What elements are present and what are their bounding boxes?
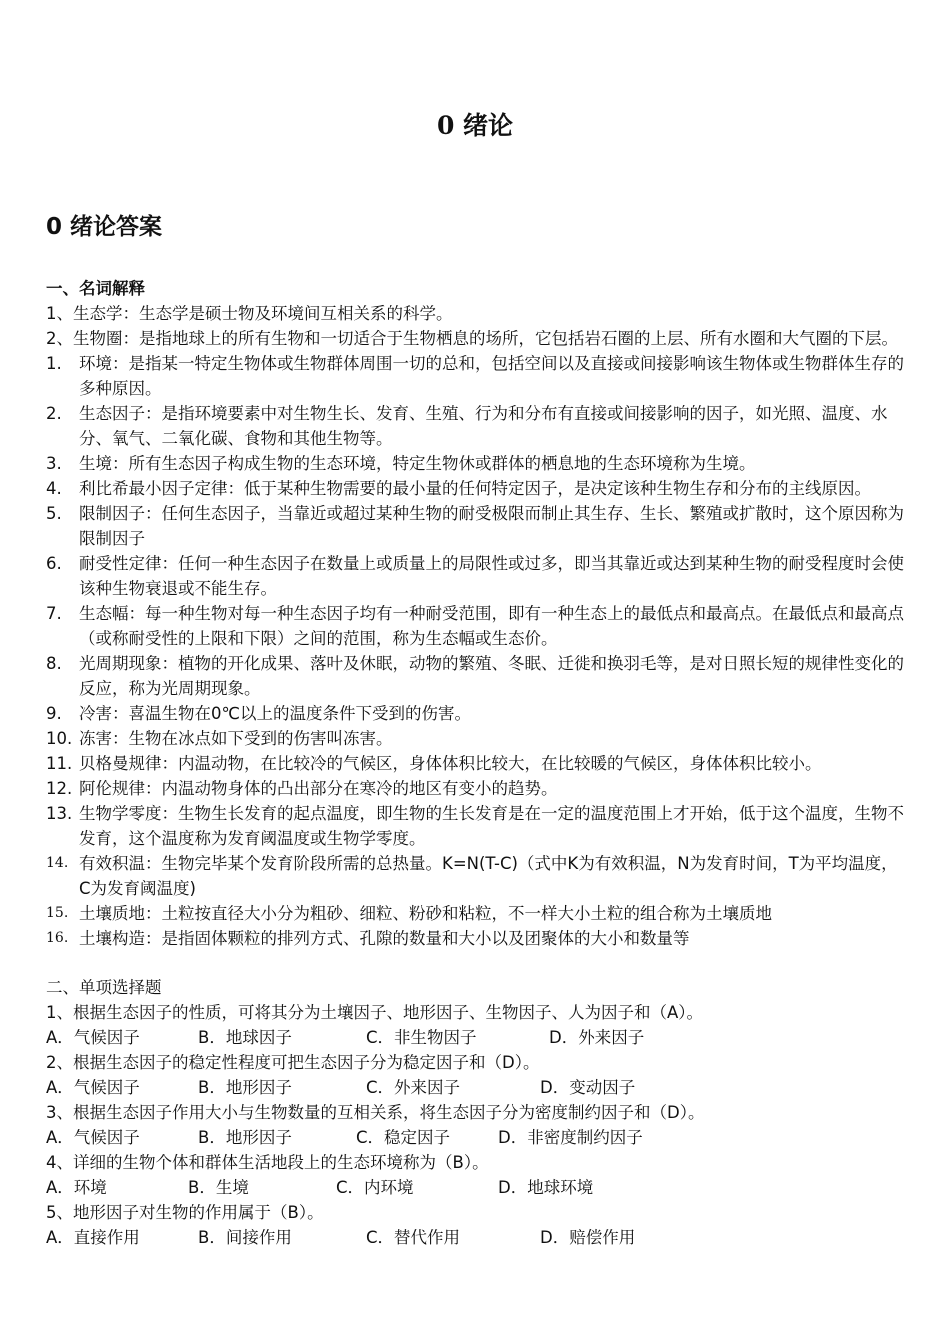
question-text: 5、地形因子对生物的作用属于（B）。 [46, 1203, 324, 1222]
option-c: C．外来因子 [366, 1078, 461, 1097]
item-number: 9. [46, 704, 62, 723]
option-d: D．非密度制约因子 [498, 1128, 643, 1147]
item-text: 生态因子：是指环境要素中对生物生长、发育、生殖、行为和分布有直接或间接影响的因子，如光照、温度、水分、氧气、二氧化碳、食物和其他生物等。 [79, 404, 888, 448]
term-item [46, 726, 908, 751]
item-number: 7. [46, 604, 62, 623]
item-number: 1. [46, 354, 62, 373]
option-c: C．内环境 [336, 1178, 414, 1197]
item-number: 6. [46, 554, 62, 573]
item-text: 土壤构造：是指固体颗粒的排列方式、孔隙的数量和大小以及团聚体的大小和数量等 [79, 929, 690, 948]
item-number: 14. [46, 855, 69, 871]
term-item [46, 851, 908, 901]
question-options [46, 1225, 908, 1250]
item-text: 光周期现象：植物的开化成果、落叶及休眠，动物的繁殖、冬眠、迁徙和换羽毛等，是对日照长短的规律性变化的反应，称为光周期现象。 [79, 654, 904, 698]
question-options [46, 1125, 908, 1150]
item-text: 生态幅：每一种生物对每一种生态因子均有一种耐受范围，即有一种生态上的最低点和最高点。在最低点和最高点（或称耐受性的上限和下限）之间的范围，称为生态幅或生态价。 [79, 604, 904, 648]
term-item [46, 701, 908, 726]
part2-heading: 二、单项选择题 [46, 978, 162, 997]
option-a: A．直接作用 [46, 1228, 140, 1247]
option-a: A．气候因子 [46, 1028, 140, 1047]
question-text: 3、根据生态因子作用大小与生物数量的互相关系，将生态因子分为密度制约因子和（D）。 [46, 1103, 705, 1122]
option-a: A．气候因子 [46, 1128, 140, 1147]
term-item [46, 651, 908, 701]
item-number: 2、 [46, 329, 73, 348]
item-number: 2. [46, 404, 62, 423]
term-item [46, 451, 908, 476]
term-item [46, 776, 908, 801]
option-c: C．稳定因子 [356, 1128, 451, 1147]
item-text: 生境：所有生态因子构成生物的生态环境，特定生物休或群体的栖息地的生态环境称为生境。 [79, 454, 756, 473]
item-text: 生物学零度：生物生长发育的起点温度，即生物的生长发育是在一定的温度范围上才开始，低于这个温度，生物不发育，这个温度称为发育阈温度或生物学零度。 [79, 804, 904, 848]
item-number: 5. [46, 504, 62, 523]
question-options [46, 1175, 908, 1200]
question-options [46, 1025, 908, 1050]
term-item [46, 501, 908, 551]
option-c: C．替代作用 [366, 1228, 461, 1247]
item-text: 冻害：生物在冰点如下受到的伤害叫冻害。 [79, 729, 393, 748]
item-text: 贝格曼规律：内温动物，在比较冷的气候区，身体体积比较大，在比较暖的气候区，身体体积比较小。 [79, 754, 822, 773]
item-number: 16. [46, 930, 69, 946]
item-text: 限制因子：任何生态因子，当靠近或超过某种生物的耐受极限而制止其生存、生长、繁殖或扩散时，这个原因称为限制因子 [79, 504, 904, 548]
item-number: 10. [46, 729, 73, 748]
option-b: B．生境 [188, 1178, 249, 1197]
item-text: 冷害：喜温生物在0℃以上的温度条件下受到的伤害。 [79, 704, 472, 723]
item-number: 3. [46, 454, 62, 473]
term-item [46, 301, 908, 326]
item-number: 8. [46, 654, 62, 673]
item-text: 生态学：生态学是硕士物及环境间互相关系的科学。 [73, 304, 453, 323]
question-text: 4、详细的生物个体和群体生活地段上的生态环境称为（B）。 [46, 1153, 489, 1172]
item-text: 环境：是指某一特定生物体或生物群体周围一切的总和，包括空间以及直接或间接影响该生物体或生物群体生存的多种原因。 [79, 354, 904, 398]
term-item [46, 751, 908, 776]
option-b: B．地形因子 [198, 1128, 292, 1147]
section-title: 0 绪论答案 [46, 214, 163, 240]
option-c: C．非生物因子 [366, 1028, 477, 1047]
option-b: B．地球因子 [198, 1028, 292, 1047]
term-item [46, 551, 908, 601]
option-b: B．间接作用 [198, 1228, 292, 1247]
item-number: 11. [46, 754, 73, 773]
document-body [46, 276, 908, 1250]
item-text: 耐受性定律：任何一种生态因子在数量上或质量上的局限性或过多，即当其靠近或达到某种生物的耐受程度时会使该种生物衰退或不能生存。 [79, 554, 904, 598]
option-d: D．外来因子 [549, 1028, 645, 1047]
item-text: 利比希最小因子定律：低于某种生物需要的最小量的任何特定因子，是决定该种生物生存和分布的主线原因。 [79, 479, 871, 498]
term-item [46, 801, 908, 851]
item-number: 13. [46, 804, 73, 823]
term-item [46, 901, 908, 926]
item-text: 生物圈：是指地球上的所有生物和一切适合于生物栖息的场所，它包括岩石圈的上层、所有水圈和大气圈的下层。 [73, 329, 898, 348]
question-text: 1、根据生态因子的性质，可将其分为土壤因子、地形因子、生物因子、人为因子和（A）。 [46, 1003, 704, 1022]
term-item [46, 401, 908, 451]
item-text: 阿伦规律：内温动物身体的凸出部分在寒冷的地区有变小的趋势。 [79, 779, 558, 798]
item-number: 4. [46, 479, 62, 498]
option-d: D．地球环境 [498, 1178, 594, 1197]
page-title: 0 绪论 [436, 111, 514, 140]
term-item [46, 601, 908, 651]
option-b: B．地形因子 [198, 1078, 292, 1097]
option-a: A．环境 [46, 1178, 107, 1197]
item-number: 15. [46, 905, 69, 921]
item-text: 有效积温：生物完毕某个发育阶段所需的总热量。K=N(T-C)（式中K为有效积温，N为发育时间，T为平均温度，C为发育阈温度) [79, 854, 898, 898]
question-options [46, 1075, 908, 1100]
item-text: 土壤质地：土粒按直径大小分为粗砂、细粒、粉砂和粘粒，不一样大小土粒的组合称为土壤质地 [79, 904, 772, 923]
term-item [46, 351, 908, 401]
item-number: 12. [46, 779, 73, 798]
option-a: A．气候因子 [46, 1078, 140, 1097]
item-number: 1、 [46, 304, 73, 323]
part1-heading: 一、名词解释 [46, 279, 145, 298]
spacer [46, 951, 908, 975]
term-item [46, 926, 908, 951]
term-item [46, 326, 908, 351]
term-item [46, 476, 908, 501]
question-text: 2、根据生态因子的稳定性程度可把生态因子分为稳定因子和（D）。 [46, 1053, 540, 1072]
option-d: D．变动因子 [540, 1078, 636, 1097]
option-d: D．赔偿作用 [540, 1228, 636, 1247]
